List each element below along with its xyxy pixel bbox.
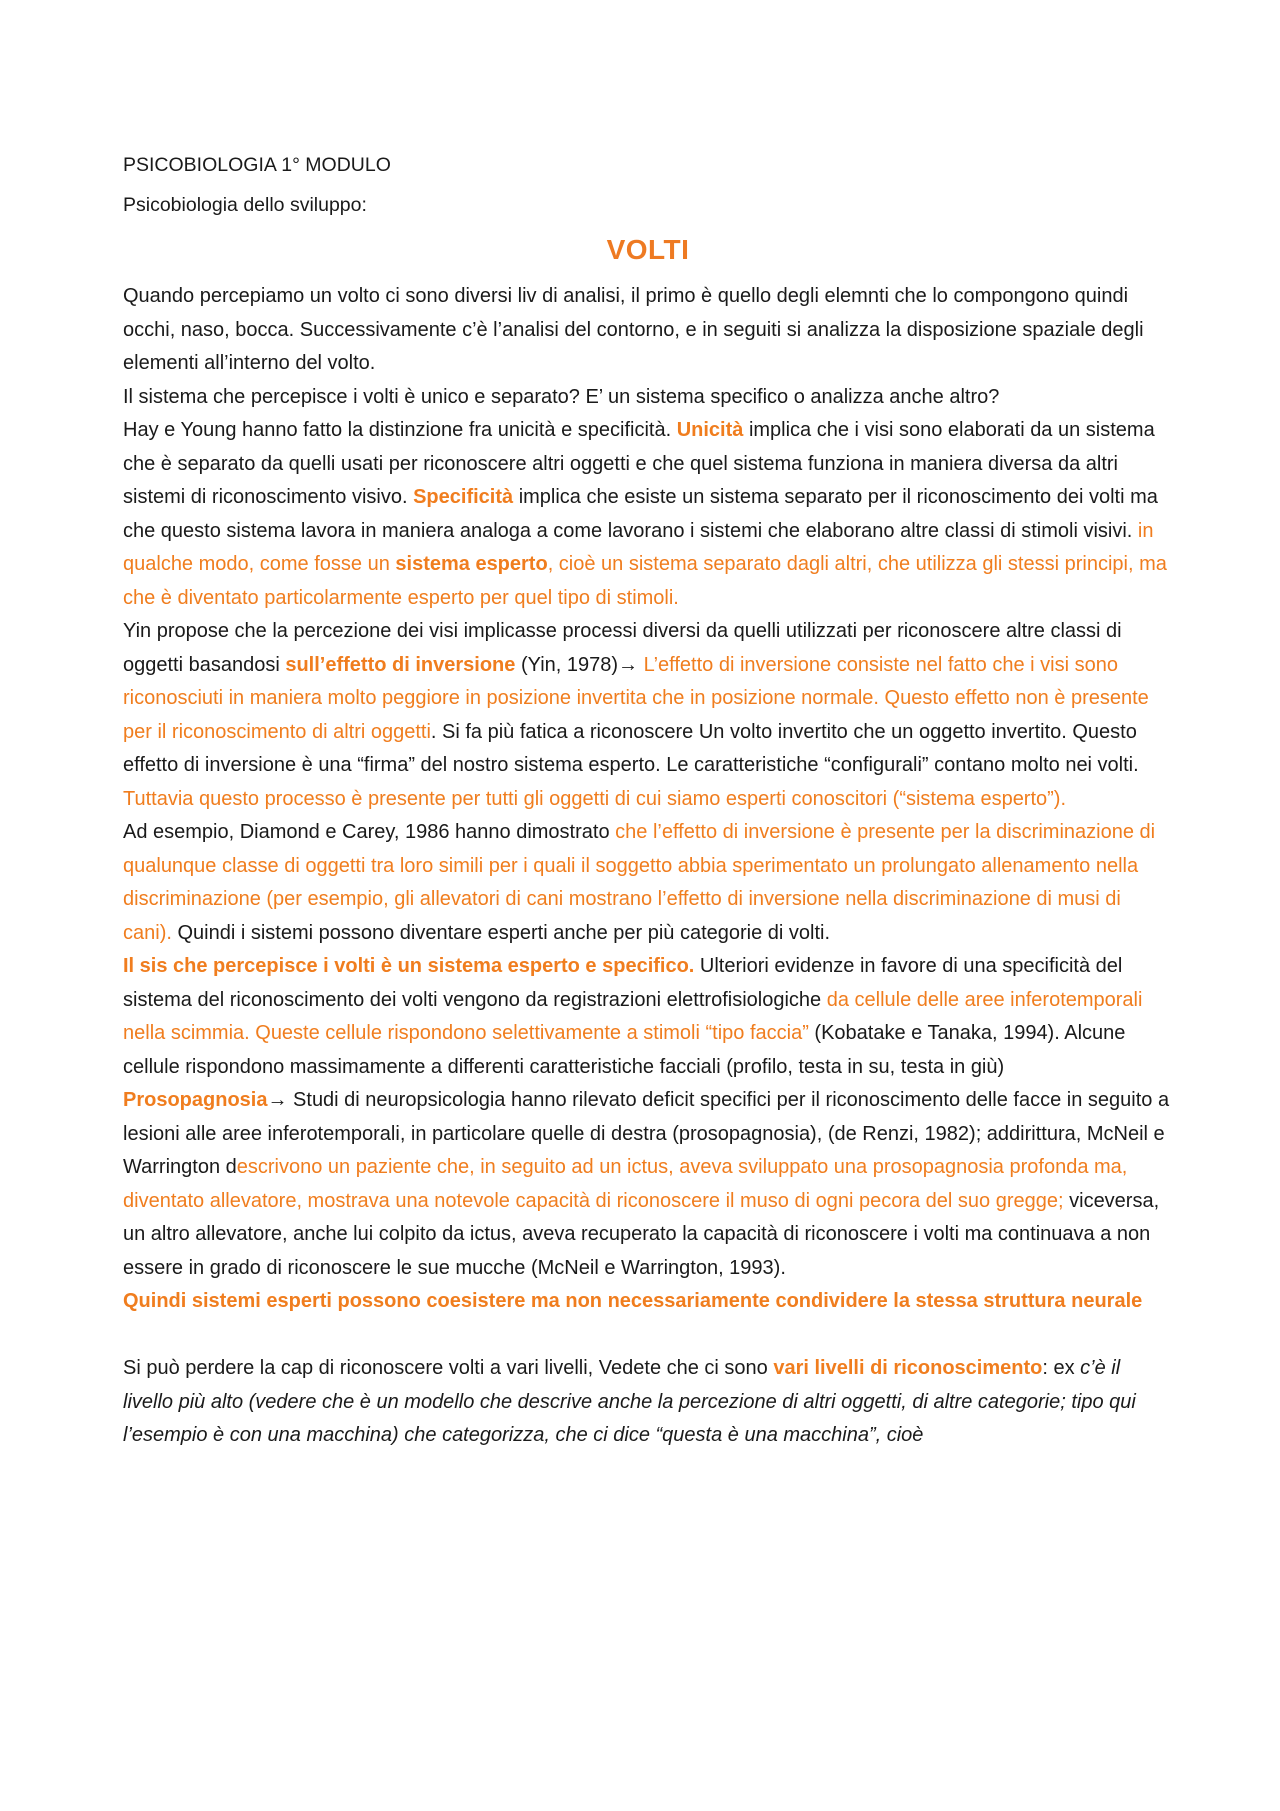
text-run: : ex xyxy=(1042,1357,1081,1379)
paragraph xyxy=(123,615,1173,783)
text-run: c’è il livello più alto (vedere che è un modello che descrive anche la percezione di altri oggetti, di altre categorie; tipo qui l’esempio è con una macchina) che categorizza, che ci dice “questa è una macchina”, cioè xyxy=(123,1357,1136,1446)
text-run: (Yin, 1978)→ xyxy=(515,653,644,676)
section-subtitle: Psicobiologia dello sviluppo: xyxy=(123,194,367,216)
text-run: Quando percepiamo un volto ci sono diversi liv di analisi, il primo è quello degli elemnti che lo compongono quindi occhi, naso, bocca. Successivamente c’è l’analisi del contorno, e in seguiti si analizza la disposizione spaziale degli elementi all’interno del volto. xyxy=(123,285,1144,374)
document-body xyxy=(123,280,1173,1453)
paragraph xyxy=(123,280,1173,381)
text-run: Ulteriori evidenze in favore di una specificità del sistema del riconoscimento dei volti vengono da registrazioni elettrofisiologiche xyxy=(123,955,1123,1011)
text-run: → Studi di neuropsicologia hanno rilevato deficit specifici per il riconoscimento delle facce in seguito a lesioni alle aree inferotemporali, in particolare quelle di destra (prosopagnosia), (de Renzi, 1982); addirittura, McNeil e Warrington d xyxy=(123,1089,1170,1178)
paragraph xyxy=(123,783,1173,817)
paragraph xyxy=(123,414,1173,615)
text-run: Si può perdere la cap di riconoscere volti a vari livelli, Vedete che ci sono xyxy=(123,1357,774,1379)
text-run: Il sistema che percepisce i volti è unico e separato? E’ un sistema specifico o analizza anche altro? xyxy=(123,385,1000,408)
highlighted-term: sull’effetto di inversione xyxy=(285,653,516,676)
highlighted-term: Prosopagnosia xyxy=(123,1089,268,1111)
paragraph xyxy=(123,381,1173,415)
paragraph xyxy=(123,1352,1173,1453)
document-title: VOLTI xyxy=(606,234,690,265)
highlighted-text: , cioè un sistema separato dagli altri, che utilizza gli stessi principi, ma che è diventato particolarmente esperto per quel tipo di stimoli. xyxy=(123,553,1167,609)
highlighted-term: vari livelli di riconoscimento xyxy=(773,1357,1043,1379)
paragraph xyxy=(123,1285,1173,1319)
blank-line xyxy=(123,1319,1173,1353)
paragraph xyxy=(123,1084,1173,1285)
text-run: Hay e Young hanno fatto la distinzione fra unicità e specificità. xyxy=(123,419,677,441)
text-run: Quindi i sistemi possono diventare esperti anche per più categorie di volti. xyxy=(171,921,831,944)
text-run: viceversa, un altro allevatore, anche lui colpito da ictus, aveva recuperato la capacità di riconoscere i volti ma continuava a non essere in grado di riconoscere le sue mucche (McNeil e Warrington, 1993). xyxy=(123,1189,1160,1279)
highlighted-term: sistema esperto xyxy=(395,553,548,575)
text-run: implica che i visi sono elaborati da un sistema che è separato da quelli usati per riconoscere altri oggetti e che quel sistema funziona in maniera diversa da altri sistemi di riconoscimento visivo. xyxy=(123,419,1155,508)
text-run: Ad esempio, Diamond e Carey, 1986 hanno dimostrato xyxy=(123,821,616,843)
document-page xyxy=(123,152,1173,1453)
highlighted-text: escrivono un paziente che, in seguito ad un ictus, aveva sviluppato una prosopagnosia profonda ma, diventato allevatore, mostrava una notevole capacità di riconoscere il muso di ogni pecora del suo gregge; xyxy=(123,1156,1128,1212)
text-run: Yin propose che la percezione dei visi implicasse processi diversi da quelli utilizzati per riconoscere altre classi di oggetti basandosi xyxy=(123,620,1122,676)
highlighted-text: che l’effetto di inversione è presente per la discriminazione di qualunque classe di oggetti tra loro simili per i quali il soggetto abbia sperimentato un prolungato allenamento nella discriminazione (per esempio, gli allevatori di cani mostrano l’effetto di inversione nella discriminazione di musi di cani). xyxy=(123,821,1156,944)
highlighted-term: Il sis che percepisce i volti è un sistema esperto e specifico. xyxy=(123,955,695,977)
paragraph xyxy=(123,950,1173,1084)
highlighted-text: Tuttavia questo processo è presente per tutti gli oggetti di cui siamo esperti conoscitori (“sistema esperto”). xyxy=(123,787,1067,810)
course-header: PSICOBIOLOGIA 1° MODULO xyxy=(123,154,391,176)
highlighted-term: Unicità xyxy=(676,419,744,441)
highlighted-term: Quindi sistemi esperti possono coesistere ma non necessariamente condividere la stessa struttura neurale xyxy=(123,1290,1143,1312)
text-run: implica che esiste un sistema separato per il riconoscimento dei volti ma che questo sistema lavora in maniera analoga a come lavorano i sistemi che elaborano altre classi di stimoli visivi. xyxy=(123,486,1158,542)
text-run: (Kobatake e Tanaka, 1994). Alcune cellule rispondono massimamente a differenti caratteristiche facciali (profilo, testa in su, testa in giù) xyxy=(123,1022,1126,1078)
highlighted-term: Specificità xyxy=(413,486,514,508)
paragraph xyxy=(123,816,1173,950)
highlighted-text: da cellule delle aree inferotemporali nella scimmia. Queste cellule rispondono selettivamente a stimoli “tipo faccia” xyxy=(123,988,1143,1044)
highlighted-text: in qualche modo, come fosse un xyxy=(123,519,1154,575)
highlighted-text: L’effetto di inversione consiste nel fatto che i visi sono riconosciuti in maniera molto peggiore in posizione invertita che in posizione normale. Questo effetto non è presente per il riconoscimento di altri oggetti xyxy=(123,653,1149,743)
text-run: . Si fa più fatica a riconoscere Un volto invertito che un oggetto invertito. Questo effetto di inversione è una “firma” del nostro sistema esperto. Le caratteristiche “configurali” contano molto nei volti. xyxy=(123,720,1139,776)
